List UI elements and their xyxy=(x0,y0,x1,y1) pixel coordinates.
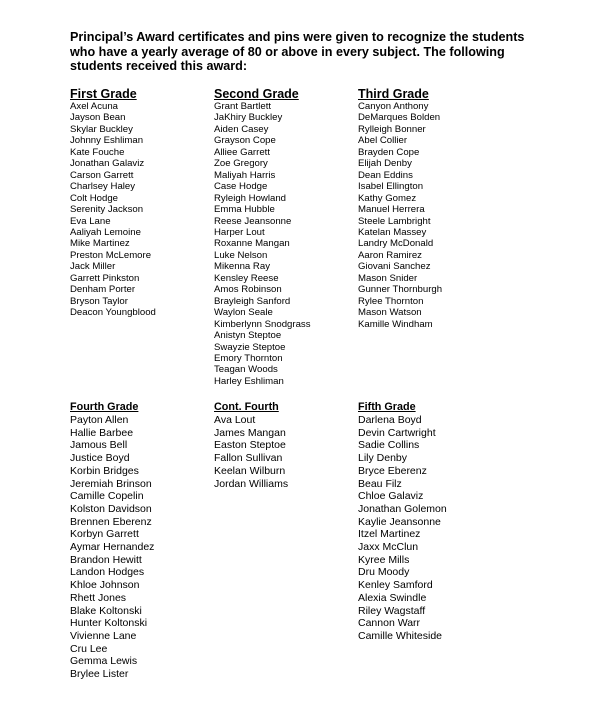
student-name: Axel Acuna xyxy=(70,101,119,112)
student-name: Serenity Jackson xyxy=(70,204,144,216)
student-name: JaKhiry Buckley xyxy=(214,112,283,124)
student-name: Harper Lout xyxy=(214,226,265,238)
student-name: Anistyn Steptoe xyxy=(214,330,282,342)
student-name: Carson Garrett xyxy=(70,169,134,181)
student-name: Kimberlynn Snodgrass xyxy=(214,318,311,330)
student-name: Katelan Massey xyxy=(358,226,427,238)
student-name: Canyon Anthony xyxy=(358,101,429,112)
first-grade-column xyxy=(70,88,156,319)
student-name: Teagan Woods xyxy=(214,364,278,376)
student-name: Gemma Lewis xyxy=(70,655,138,668)
cont-fourth-grade-heading: Cont. Fourth xyxy=(214,401,279,413)
student-name: Aaliyah Lemoine xyxy=(70,226,141,238)
student-name: Bryson Taylor xyxy=(70,295,128,307)
student-name: Giovani Sanchez xyxy=(358,261,431,273)
student-name: Landry McDonald xyxy=(358,238,434,250)
student-name: Preston McLemore xyxy=(70,249,152,261)
student-name: Roxanne Mangan xyxy=(214,238,290,250)
student-name: Sadie Collins xyxy=(358,439,420,452)
student-name: Kaylie Jeansonne xyxy=(358,515,441,528)
student-name: Garrett Pinkston xyxy=(70,272,140,284)
student-name: Isabel Ellington xyxy=(358,181,424,193)
student-name: Gunner Thornburgh xyxy=(358,284,443,296)
third-grade-heading: Third Grade xyxy=(358,87,429,101)
student-name: Kamille Windham xyxy=(358,318,433,330)
student-name: Manuel Herrera xyxy=(358,204,425,216)
student-name: Hunter Koltonski xyxy=(70,617,148,630)
student-name: Brayden Cope xyxy=(358,146,420,158)
fifth-grade-heading: Fifth Grade xyxy=(358,401,416,413)
student-name: Mikenna Ray xyxy=(214,261,270,273)
student-name: Lily Denby xyxy=(358,452,408,465)
student-name: James Mangan xyxy=(214,426,286,439)
student-name: Ava Lout xyxy=(214,414,256,426)
student-name: Fallon Sullivan xyxy=(214,452,283,465)
fifth-grade-column xyxy=(358,401,447,643)
student-name: Colt Hodge xyxy=(70,192,118,204)
student-name: Korbin Bridges xyxy=(70,464,139,477)
student-name: Payton Allen xyxy=(70,414,129,426)
student-name: Elijah Denby xyxy=(358,158,412,170)
student-name: Johnny Eshliman xyxy=(70,135,144,147)
student-name: Bryce Eberenz xyxy=(358,464,427,477)
student-name: Jayson Bean xyxy=(70,112,126,124)
student-name: Hallie Barbee xyxy=(70,426,134,439)
student-name: Brylee Lister xyxy=(70,668,129,681)
student-name: Dean Eddins xyxy=(358,169,413,181)
student-name: Kensley Reese xyxy=(214,272,279,284)
student-name: Mason Snider xyxy=(358,272,418,284)
student-name: Jonathan Galaviz xyxy=(70,158,145,170)
student-name: Kolston Davidson xyxy=(70,502,152,515)
student-name: Amos Robinson xyxy=(214,284,282,296)
fourth-grade-list xyxy=(70,414,154,681)
student-name: Case Hodge xyxy=(214,181,268,193)
student-name: Denham Porter xyxy=(70,284,136,296)
fifth-grade-list xyxy=(358,414,447,643)
student-name: Swayzie Steptoe xyxy=(214,341,286,353)
student-name: Jack Miller xyxy=(70,261,116,273)
student-name: Keelan Wilburn xyxy=(214,464,286,477)
student-name: Brandon Hewitt xyxy=(70,553,142,566)
student-name: Grant Bartlett xyxy=(214,101,272,112)
student-name: Cru Lee xyxy=(70,642,108,655)
student-name: Brayleigh Sanford xyxy=(214,295,291,307)
student-name: Jeremiah Brinson xyxy=(70,477,152,490)
second-grade-column xyxy=(214,88,311,387)
student-name: Aaron Ramirez xyxy=(358,249,422,261)
student-name: Cannon Warr xyxy=(358,617,421,630)
cont-fourth-grade-column xyxy=(214,401,288,490)
student-name: Blake Koltonski xyxy=(70,604,142,617)
award-intro-paragraph: Principal’s Award certificates and pins were given to recognize the students who have a yearly average of 80 or above in every subject. The following students received this award: xyxy=(70,30,525,73)
student-name: Grayson Cope xyxy=(214,135,276,147)
student-name: Kathy Gomez xyxy=(358,192,417,204)
student-name: Camille Whiteside xyxy=(358,629,443,642)
student-name: Brennen Eberenz xyxy=(70,515,152,528)
student-name: Aymar Hernandez xyxy=(70,541,155,554)
student-name: Riley Wagstaff xyxy=(358,604,426,617)
student-name: Emory Thornton xyxy=(214,352,283,364)
student-name: Ryleigh Howland xyxy=(214,192,286,204)
fourth-grade-column xyxy=(70,401,154,681)
second-grade-heading: Second Grade xyxy=(214,87,299,101)
student-name: Charlsey Haley xyxy=(70,181,136,193)
student-name: Jonathan Golemon xyxy=(358,502,447,515)
student-name: Deacon Youngblood xyxy=(70,307,156,319)
student-name: Jamous Bell xyxy=(70,439,128,452)
student-name: Mason Watson xyxy=(358,307,422,319)
student-name: Reese Jeansonne xyxy=(214,215,292,227)
student-name: DeMarques Bolden xyxy=(358,112,441,124)
student-name: Itzel Martinez xyxy=(358,528,421,541)
student-name: Rylee Thornton xyxy=(358,295,424,307)
fourth-grade-heading: Fourth Grade xyxy=(70,401,139,413)
student-name: Korbyn Garrett xyxy=(70,528,139,541)
student-name: Luke Nelson xyxy=(214,249,268,261)
student-name: Khloe Johnson xyxy=(70,579,140,592)
cont-fourth-grade-list xyxy=(214,414,288,490)
student-name: Emma Hubble xyxy=(214,204,275,216)
student-name: Rylleigh Bonner xyxy=(358,123,426,135)
student-name: Aiden Casey xyxy=(214,123,269,135)
student-name: Landon Hodges xyxy=(70,566,145,579)
student-name: Maliyah Harris xyxy=(214,169,276,181)
student-name: Vivienne Lane xyxy=(70,629,137,642)
student-name: Kenley Samford xyxy=(358,579,433,592)
third-grade-list xyxy=(358,101,442,330)
first-grade-list xyxy=(70,101,156,319)
student-name: Jaxx McClun xyxy=(358,541,419,554)
student-name: Waylon Seale xyxy=(214,307,273,319)
student-name: Alliee Garrett xyxy=(214,146,270,158)
student-name: Skylar Buckley xyxy=(70,123,133,135)
student-name: Steele Lambright xyxy=(358,215,431,227)
student-name: Beau Filz xyxy=(358,477,402,490)
student-name: Abel Collier xyxy=(358,135,408,147)
student-name: Mike Martinez xyxy=(70,238,130,250)
student-name: Zoe Gregory xyxy=(214,158,268,170)
student-name: Easton Steptoe xyxy=(214,439,286,452)
third-grade-column xyxy=(358,88,442,330)
student-name: Harley Eshliman xyxy=(214,375,284,387)
student-name: Kyree Mills xyxy=(358,553,410,566)
student-name: Rhett Jones xyxy=(70,591,127,604)
student-name: Devin Cartwright xyxy=(358,426,436,439)
student-name: Dru Moody xyxy=(358,566,410,579)
student-name: Justice Boyd xyxy=(70,452,130,465)
student-name: Alexia Swindle xyxy=(358,591,427,604)
student-name: Camille Copelin xyxy=(70,490,144,503)
first-grade-heading: First Grade xyxy=(70,87,137,101)
student-name: Kate Fouche xyxy=(70,146,125,158)
student-name: Chloe Galaviz xyxy=(358,490,424,503)
student-name: Eva Lane xyxy=(70,215,111,227)
second-grade-list xyxy=(214,101,311,387)
student-name: Jordan Williams xyxy=(214,477,289,490)
student-name: Darlena Boyd xyxy=(358,414,422,426)
